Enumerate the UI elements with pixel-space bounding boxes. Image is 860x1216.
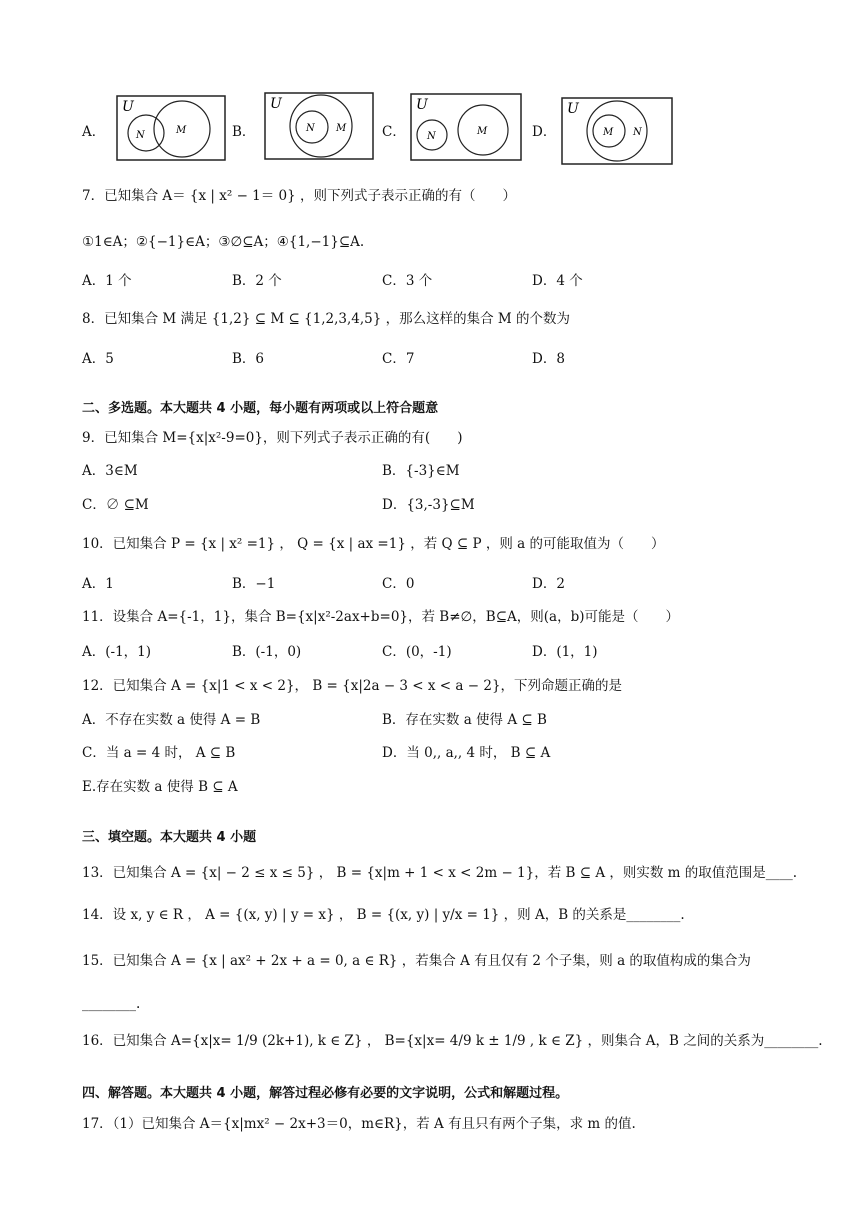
q7-option-b: B．2 个 <box>232 273 282 289</box>
q9-option-b: B．{-3}∈M <box>382 463 460 479</box>
q10-option-b: B．−1 <box>232 576 276 592</box>
q11-option-c: C．(0，-1) <box>382 644 452 660</box>
q12-option-e: E.存在实数 a 使得 B ⊆ A <box>82 779 238 795</box>
question-10-stem: 10．已知集合 P = {x | x² =1} ， Q = {x | ax =1} ，若 Q ⊆ P ，则 a 的可能取值为（ ） <box>82 536 665 552</box>
q8-option-a: A．5 <box>82 351 114 367</box>
venn-diagram-c <box>410 93 522 161</box>
question-9-stem: 9．已知集合 M={x|x²-9=0}，则下列式子表示正确的有( ) <box>82 430 463 446</box>
question-7-items: ①1∈A；②{−1}∈A；③∅⊆A；④{1,−1}⊆A. <box>82 234 365 250</box>
venn-a-u: U <box>122 99 134 115</box>
section-2-heading: 二、多选题。本大题共 4 小题，每小题有两项或以上符合题意 <box>82 401 439 416</box>
venn-b-n: N <box>306 123 315 134</box>
q10-option-c: C．0 <box>382 576 415 592</box>
venn-d-u: U <box>567 101 579 117</box>
question-12-stem: 12．已知集合 A = {x|1 < x < 2}， B = {x|2a − 3 < x < a − 2}，下列命题正确的是 <box>82 678 623 694</box>
q10-option-a: A．1 <box>82 576 114 592</box>
venn-d-n: N <box>633 127 642 138</box>
venn-option-d-label: D． <box>532 124 557 140</box>
question-7-stem: 7．已知集合 A＝ {x | x² − 1＝ 0} ，则下列式子表示正确的有（ ） <box>82 188 517 204</box>
q11-option-d: D．(1，1) <box>532 644 598 660</box>
venn-b-m: M <box>336 123 347 134</box>
question-11-stem: 11．设集合 A={-1，1}，集合 B={x|x²-2ax+b=0}，若 B≠∅，B⊆A，则(a，b)可能是（ ） <box>82 609 679 625</box>
venn-c-u: U <box>416 97 428 113</box>
venn-c-m: M <box>477 126 488 137</box>
q8-option-b: B．6 <box>232 351 265 367</box>
venn-diagram-a <box>116 95 226 161</box>
venn-diagram-b <box>264 92 374 160</box>
venn-diagram-d <box>561 97 673 165</box>
venn-a-n: N <box>136 130 145 141</box>
question-13: 13．已知集合 A = {x| − 2 ≤ x ≤ 5} ， B = {x|m + 1 < x < 2m − 1}，若 B ⊆ A ，则实数 m 的取值范围是____. <box>82 865 798 881</box>
question-17: 17．（1）已知集合 A＝{x|mx² − 2x+3＝0，m∈R}，若 A 有且只有两个子集，求 m 的值. <box>82 1116 636 1132</box>
q9-option-a: A．3∈M <box>82 463 138 479</box>
q7-option-a: A．1 个 <box>82 273 132 289</box>
venn-option-c-label: C． <box>382 124 406 140</box>
question-16: 16．已知集合 A={x|x= 1/9 (2k+1), k ∈ Z} ， B={x|x= 4/9 k ± 1/9 , k ∈ Z} ，则集合 A，B 之间的关系为________. <box>82 1033 823 1049</box>
q11-option-a: A．(-1，1) <box>82 644 152 660</box>
section-3-heading: 三、填空题。本大题共 4 小题 <box>82 830 257 845</box>
q12-option-d: D．当 0,, a,, 4 时， B ⊆ A <box>382 745 551 761</box>
section-4-heading: 四、解答题。本大题共 4 小题，解答过程必修有必要的文字说明，公式和解题过程。 <box>82 1086 569 1101</box>
venn-option-a-label: A． <box>82 124 106 140</box>
venn-d-m: M <box>603 127 614 138</box>
question-15-line-1: 15．已知集合 A = {x | ax² + 2x + a = 0, a ∈ R} ，若集合 A 有且仅有 2 个子集，则 a 的取值构成的集合为 <box>82 953 751 969</box>
venn-a-m: M <box>176 125 187 136</box>
question-15-line-2: ________. <box>82 996 141 1012</box>
q8-option-d: D．8 <box>532 351 565 367</box>
q12-option-c: C．当 a = 4 时， A ⊆ B <box>82 745 236 761</box>
q12-option-b: B．存在实数 a 使得 A ⊆ B <box>382 712 547 728</box>
q11-option-b: B．(-1，0) <box>232 644 302 660</box>
q7-option-d: D．4 个 <box>532 273 583 289</box>
q10-option-d: D．2 <box>532 576 565 592</box>
q8-option-c: C．7 <box>382 351 415 367</box>
q9-option-c: C．∅ ⊆M <box>82 497 149 513</box>
venn-option-b-label: B． <box>232 124 256 140</box>
question-8-stem: 8．已知集合 M 满足 {1,2} ⊆ M ⊆ {1,2,3,4,5} ，那么这样的集合 M 的个数为 <box>82 311 571 327</box>
question-14: 14．设 x, y ∈ R ， A = {(x, y) | y = x} ， B = {(x, y) | y/x = 1} ，则 A，B 的关系是________. <box>82 907 685 923</box>
q7-option-c: C．3 个 <box>382 273 433 289</box>
q9-option-d: D．{3,-3}⊆M <box>382 497 475 513</box>
venn-c-n: N <box>427 131 436 142</box>
q12-option-a: A．不存在实数 a 使得 A = B <box>82 712 261 728</box>
venn-b-u: U <box>270 96 282 112</box>
